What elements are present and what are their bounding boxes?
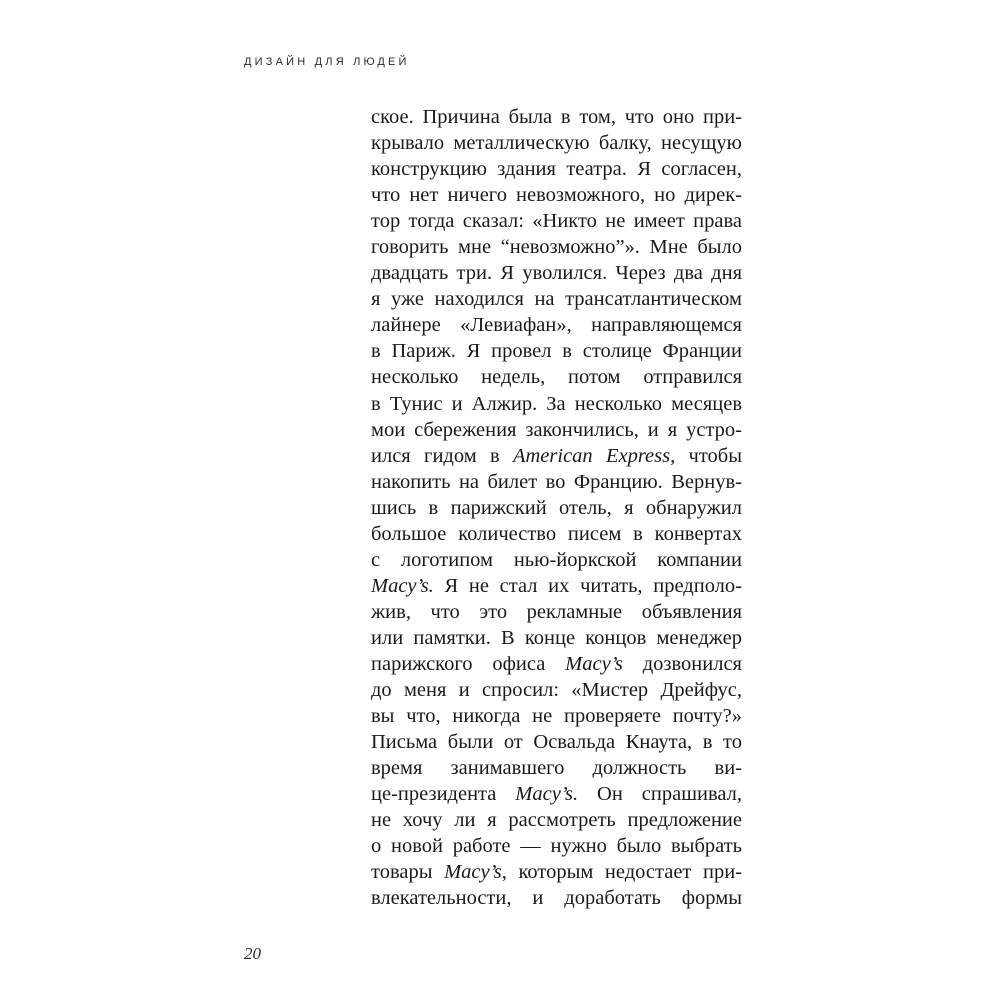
text-run: шись в парижский отель, я обнаружил (371, 496, 742, 519)
text-run: накопить на билет во Францию. Вернув- (371, 470, 742, 493)
italic-text: Macy’s (565, 652, 623, 675)
text-line (371, 234, 742, 260)
text-run: вы что, никогда не проверяете почту?» (371, 705, 742, 728)
text-line (371, 651, 742, 677)
text-run: Письма были от Освальда Кнаута, в то (371, 731, 742, 754)
text-run: це-президента (371, 783, 516, 806)
page-number: 20 (244, 944, 261, 963)
text-line (371, 312, 742, 338)
text-run: товары (371, 861, 445, 884)
text-line (371, 104, 742, 130)
text-line (371, 885, 742, 911)
text-line (371, 729, 742, 755)
text-line (371, 391, 742, 417)
text-run: мои сбережения закончились, и я устро- (371, 418, 742, 441)
text-line (371, 364, 742, 390)
text-line (371, 495, 742, 521)
text-line (371, 521, 742, 547)
text-run: жив, что это рекламные объявления (371, 600, 742, 623)
text-line (371, 781, 742, 807)
italic-text: Macy’s. (371, 574, 434, 597)
text-run: в Париж. Я провел в столице Франции (371, 340, 742, 363)
text-run: конструкцию здания театра. Я согласен, (371, 158, 742, 181)
text-line (371, 182, 742, 208)
italic-text: Macy’s (444, 861, 502, 884)
text-line (371, 703, 742, 729)
text-run: о новой работе — нужно было выбрать (371, 835, 742, 858)
text-line (371, 208, 742, 234)
text-run: влекательности, и доработать формы (371, 887, 742, 910)
text-line (371, 417, 742, 443)
text-run: или памятки. В конце концов менеджер (371, 626, 742, 649)
text-run: тор тогда сказал: «Никто не имеет права (371, 210, 742, 233)
text-line (371, 625, 742, 651)
text-line (371, 573, 742, 599)
text-line (371, 443, 742, 469)
text-run: парижского офиса (371, 652, 566, 675)
italic-text: Macy’s. (515, 783, 579, 806)
text-run: несколько недель, потом отправился (371, 366, 742, 389)
text-line (371, 338, 742, 364)
text-run: крывало металлическую балку, несущую (371, 132, 742, 155)
text-run: до меня и спросил: «Мистер Дрейфус, (371, 679, 742, 702)
text-line (371, 599, 742, 625)
text-run: с логотипом нью-йоркской компании (371, 548, 742, 571)
text-run: говорить мне “невозможно”». Мне было (371, 236, 742, 259)
text-run: не хочу ли я рассмотреть предложение (371, 809, 742, 832)
text-run: дозвонился (622, 652, 742, 675)
text-line (371, 677, 742, 703)
text-line (371, 833, 742, 859)
italic-text: American Express (512, 444, 671, 467)
text-line (371, 859, 742, 885)
text-line (371, 807, 742, 833)
text-line (371, 469, 742, 495)
running-head: ДИЗАЙН ДЛЯ ЛЮДЕЙ (244, 56, 410, 68)
text-run: Я не стал их читать, предполо- (433, 574, 742, 597)
text-line (371, 130, 742, 156)
text-run: время занимавшего должность ви- (371, 757, 742, 780)
text-run: лайнере «Левиафан», направляющемся (371, 314, 742, 337)
text-run: двадцать три. Я уволился. Через два дня (371, 262, 742, 285)
text-line (371, 547, 742, 573)
text-run: , которым недостает при- (501, 861, 742, 884)
body-text (371, 104, 742, 911)
text-run: ское. Причина была в том, что оно при- (371, 106, 742, 128)
text-run: я уже находился на трансатлантическом (371, 288, 742, 311)
text-line (371, 755, 742, 781)
text-run: ился гидом в (371, 444, 513, 467)
text-line (371, 286, 742, 312)
text-line (371, 156, 742, 182)
text-line (371, 260, 742, 286)
text-run: Он спрашивал, (578, 783, 742, 806)
text-run: в Тунис и Алжир. За несколько месяцев (371, 392, 742, 415)
text-run: , чтобы (670, 444, 743, 467)
text-run: большое количество писем в конвертах (371, 522, 742, 545)
text-run: что нет ничего невозможного, но дирек- (371, 184, 742, 207)
